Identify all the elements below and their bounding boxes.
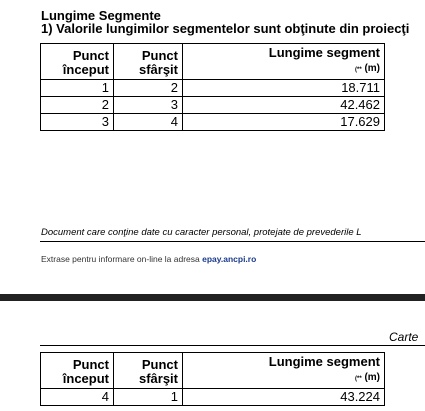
header-end-point: Punct sfârşit (114, 44, 183, 80)
table-header-row (41, 353, 385, 389)
cell-end: 1 (114, 389, 183, 406)
notice-divider (40, 241, 425, 242)
table-row (41, 80, 385, 97)
cell-start: 4 (41, 389, 114, 406)
cell-end: 3 (114, 97, 183, 114)
cell-end: 4 (114, 114, 183, 131)
table-row (41, 114, 385, 131)
page-break-bar (0, 294, 425, 301)
table-row (41, 389, 385, 406)
table-row (41, 97, 385, 114)
header-start-point: Punct început (41, 353, 114, 389)
header-length: Lungime segment (** (m) (183, 353, 385, 389)
segments-table-page1 (40, 43, 385, 131)
cell-start: 1 (41, 80, 114, 97)
header-start-point: Punct început (41, 44, 114, 80)
cell-start: 3 (41, 114, 114, 131)
header-end-point: Punct sfârşit (114, 353, 183, 389)
cell-length: 17.629 (183, 114, 385, 131)
segments-table-page2 (40, 352, 385, 406)
extract-info: Extrase pentru informare on-line la adresa epay.ancpi.ro (41, 254, 257, 264)
cell-length: 43.224 (183, 389, 385, 406)
cell-length: 42.462 (183, 97, 385, 114)
page-header-label: Carte (389, 330, 419, 344)
cell-start: 2 (41, 97, 114, 114)
cell-length: 18.711 (183, 80, 385, 97)
section-title: Lungime Segmente (41, 8, 161, 23)
table-header-row (41, 44, 385, 80)
header-length: Lungime segment (** (m) (183, 44, 385, 80)
cell-end: 2 (114, 80, 183, 97)
section-subtitle: 1) Valorile lungimilor segmentelor sunt obţinute din proiecţi (41, 21, 410, 36)
personal-data-notice: Document care conţine date cu caracter personal, protejate de prevederile L (41, 227, 362, 238)
epay-link[interactable]: epay.ancpi.ro (202, 254, 257, 264)
page-header-divider (40, 345, 425, 346)
